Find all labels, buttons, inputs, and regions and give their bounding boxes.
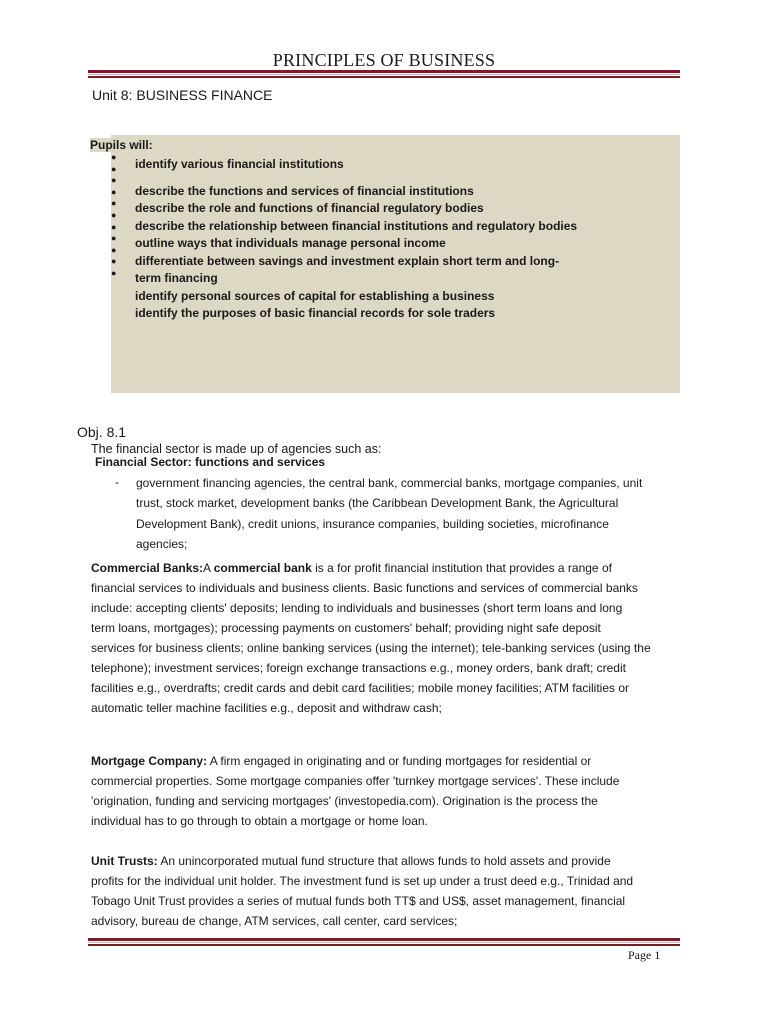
text-line: Commercial Banks:A commercial bank is a for profit financial institution that provides a range of (91, 561, 612, 575)
bullet-icon: ● (111, 221, 117, 232)
objective-item: identify the purposes of basic financial records for sole traders (135, 306, 496, 320)
text-line: financial services to individuals and business clients. Basic functions and services of commercial banks (91, 581, 638, 595)
commercial-banks-paragraph (91, 558, 681, 718)
objectives-label: Pupils will: (90, 138, 153, 152)
unit-title: Unit 8: BUSINESS FINANCE (92, 87, 273, 103)
text-line: 'origination, funding and servicing mortgages' (investopedia.com). Origination is the process the (91, 794, 598, 808)
dash-marker: - (115, 475, 119, 489)
objective-item: differentiate between savings and investment explain short term and long- (135, 253, 560, 268)
agencies-list (136, 473, 676, 554)
text-line: Tobago Unit Trust provides a series of mutual funds both TT$ and US$, asset management, financial (91, 894, 626, 908)
objective-item: outline ways that individuals manage personal income (135, 236, 446, 250)
objective-item: describe the role and functions of financial regulatory bodies (135, 201, 484, 215)
text-line: include: accepting clients' deposits; lending to individuals and businesses (short term loans and long (91, 601, 623, 615)
text-line: government financing agencies, the central bank, commercial banks, mortgage companies, unit (136, 476, 643, 490)
text-line: profits for the individual unit holder. The investment fund is set up under a trust deed e.g., Trinidad and (91, 874, 634, 888)
bullet-icon: ● (111, 198, 117, 209)
text-line: commercial properties. Some mortgage companies offer 'turnkey mortgage services'. These include (91, 774, 620, 788)
objective-item: identify various financial institutions (135, 157, 344, 171)
bullet-icon: ● (111, 244, 117, 255)
objective-item: describe the relationship between financial institutions and regulatory bodies (135, 218, 578, 233)
bullet-icon: ● (111, 256, 117, 267)
mortgage-company-paragraph (91, 751, 681, 831)
bullet-icon: ● (111, 267, 117, 278)
bullet-icon: ● (111, 209, 117, 220)
text-line: automatic teller machine facilities e.g., deposit and withdraw cash; (91, 701, 442, 715)
bullet-icon: ● (111, 163, 117, 174)
text-line: advisory, bureau de change, ATM services, call center, card services; (91, 914, 458, 928)
section-heading: Financial Sector: functions and services (95, 455, 326, 469)
footer-rule (88, 938, 680, 946)
text-line: Mortgage Company: A firm engaged in originating and or funding mortgages for residential or (91, 754, 592, 768)
objectives-list (135, 156, 605, 323)
bullet-icon: ● (111, 186, 117, 197)
intro-text: The financial sector is made up of agencies such as: (91, 442, 382, 456)
bullet-icon: ● (111, 175, 117, 186)
unit-trusts-paragraph (91, 851, 681, 931)
term-label: Unit Trusts: (91, 854, 158, 868)
bullet-icon: ● (111, 152, 117, 162)
text-line: agencies; (136, 536, 188, 551)
text-line: telephone); investment services; foreign exchange transactions e.g., money orders, bank draft; credit (91, 661, 626, 675)
objective-item: describe the functions and services of financial institutions (135, 183, 474, 198)
header-rule (88, 70, 680, 78)
text-line: facilities e.g., overdrafts; credit cards and debit card facilities; mobile money facilities; ATM facilities or (91, 681, 629, 695)
text-line: Development Bank), credit unions, insurance companies, building societies, microfinance (136, 516, 609, 531)
bullet-column (111, 152, 123, 280)
term-label: Mortgage Company: (91, 754, 208, 768)
text-line: trust, stock market, development banks (the Caribbean Development Bank, the Agricultural (136, 496, 619, 511)
objective-item: identify personal sources of capital for establishing a business (135, 288, 495, 303)
text-line: Unit Trusts: An unincorporated mutual fund structure that allows funds to hold assets and provide (91, 854, 611, 868)
document-title: PRINCIPLES OF BUSINESS (272, 50, 496, 70)
bullet-icon: ● (111, 233, 117, 244)
text-line: individual has to go through to obtain a mortgage or home loan. (91, 814, 428, 828)
objective-number: Obj. 8.1 (77, 424, 127, 440)
objective-item: term financing (135, 271, 218, 285)
page-number: Page 1 (628, 948, 661, 962)
text-line: term loans, mortgages); processing payments on customers' behalf; providing night safe deposit (91, 621, 601, 635)
term-label: Commercial Banks: (91, 561, 204, 575)
text-line: services for business clients; online banking services (using the internet); tele-banking services (using the (91, 641, 651, 655)
